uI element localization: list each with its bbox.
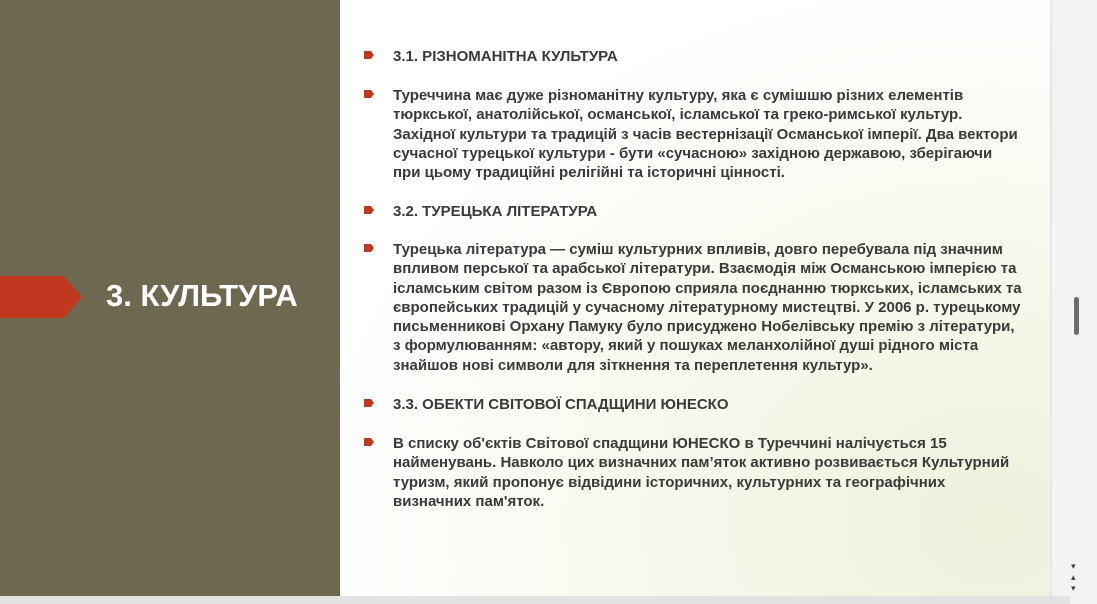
slide-edge <box>1050 0 1052 596</box>
bullet-arrow-icon <box>364 90 374 98</box>
text-line: ісламським світом разом із Європою сприяла поєднанню тюркських, ісламських та <box>393 279 1022 297</box>
text-line: визначних пам'яток. <box>393 492 545 510</box>
text-line: впливом перської та арабської літератури. Взаємодія між Османською імперією та <box>393 260 1017 278</box>
bullet-item <box>364 86 1036 182</box>
text-line: 3.1. РІЗНОМАНІТНА КУЛЬТУРА <box>393 48 618 65</box>
text-line: при цьому традиційні релігійні та історичні цінності. <box>393 164 785 182</box>
text-line: 3.2. ТУРЕЦЬКА ЛІТЕРАТУРА <box>393 203 598 220</box>
text-line: найменувань. Навколо цих визначних пам’яток активно розвивається Культурний <box>393 454 1010 472</box>
text-line: 3.3. ОБЕКТИ СВІТОВОЇ СПАДЩИНИ ЮНЕСКО <box>393 396 729 413</box>
bullet-arrow-icon <box>364 206 374 214</box>
text-line: письменникові Орхану Памуку було присуджено Нобелівську премію з літератури, <box>393 318 1015 336</box>
bullet-item <box>364 47 1036 66</box>
text-line: Туреччина має дуже різноманітну культуру, яка є сумішшю різних елементів <box>393 87 964 104</box>
bullet-paragraph <box>393 434 1036 511</box>
bullet-item <box>364 434 1036 511</box>
bullet-heading <box>393 202 1036 221</box>
scroll-down-icon[interactable]: ▾ <box>1071 561 1076 571</box>
text-line: сучасної турецької культури - бути «сучасною» західною державою, зберігаючи <box>393 144 993 162</box>
text-line: туризм, який пропонує відвідини історичних, культурних та географічних <box>393 473 946 491</box>
vertical-scrollbar[interactable] <box>1070 0 1097 604</box>
bullet-item <box>364 395 1036 414</box>
bullet-paragraph <box>393 86 1036 182</box>
text-line: знайшов нові символи для зіткнення та переплетення культур». <box>393 356 873 374</box>
scroll-thumb[interactable] <box>1074 297 1079 335</box>
scroll-up-icon[interactable]: ▴ <box>1071 572 1076 582</box>
text-line: тюркської, анатолійської, османської, ісламської та греко-римської культур. <box>393 106 963 124</box>
arrow-shape <box>0 276 82 318</box>
text-line: Турецька література — суміш культурних впливів, довго перебувала під значним <box>393 241 1003 258</box>
bottom-strip <box>0 596 1070 604</box>
text-line: Західної культури та традицій з часів вестернізації Османської імперії. Два вектори <box>393 125 1018 143</box>
bullet-arrow-icon <box>364 51 374 59</box>
bullet-item <box>364 240 1036 375</box>
bullet-arrow-icon <box>364 244 374 252</box>
bullet-arrow-icon <box>364 438 374 446</box>
bullet-heading <box>393 395 1036 414</box>
bullet-paragraph <box>393 240 1036 375</box>
scroll-down-icon[interactable]: ▾ <box>1071 583 1076 593</box>
bullet-arrow-icon <box>364 399 374 407</box>
text-line: з формулюванням: «автору, який у пошуках меланхолійної душі рідного міста <box>393 337 979 355</box>
text-line: В списку об'єктів Світової спадщини ЮНЕСКО в Туреччині налічується 15 <box>393 435 947 452</box>
text-line: європейських традицій у сучасному літературному мистецтві. У 2006 р. турецькому <box>393 298 1021 316</box>
section-title: 3. КУЛЬТУРА <box>106 278 298 313</box>
bullet-item <box>364 202 1036 221</box>
slide-content-panel <box>340 0 1050 596</box>
slide-left-panel <box>0 0 340 596</box>
bullet-heading <box>393 47 1036 66</box>
